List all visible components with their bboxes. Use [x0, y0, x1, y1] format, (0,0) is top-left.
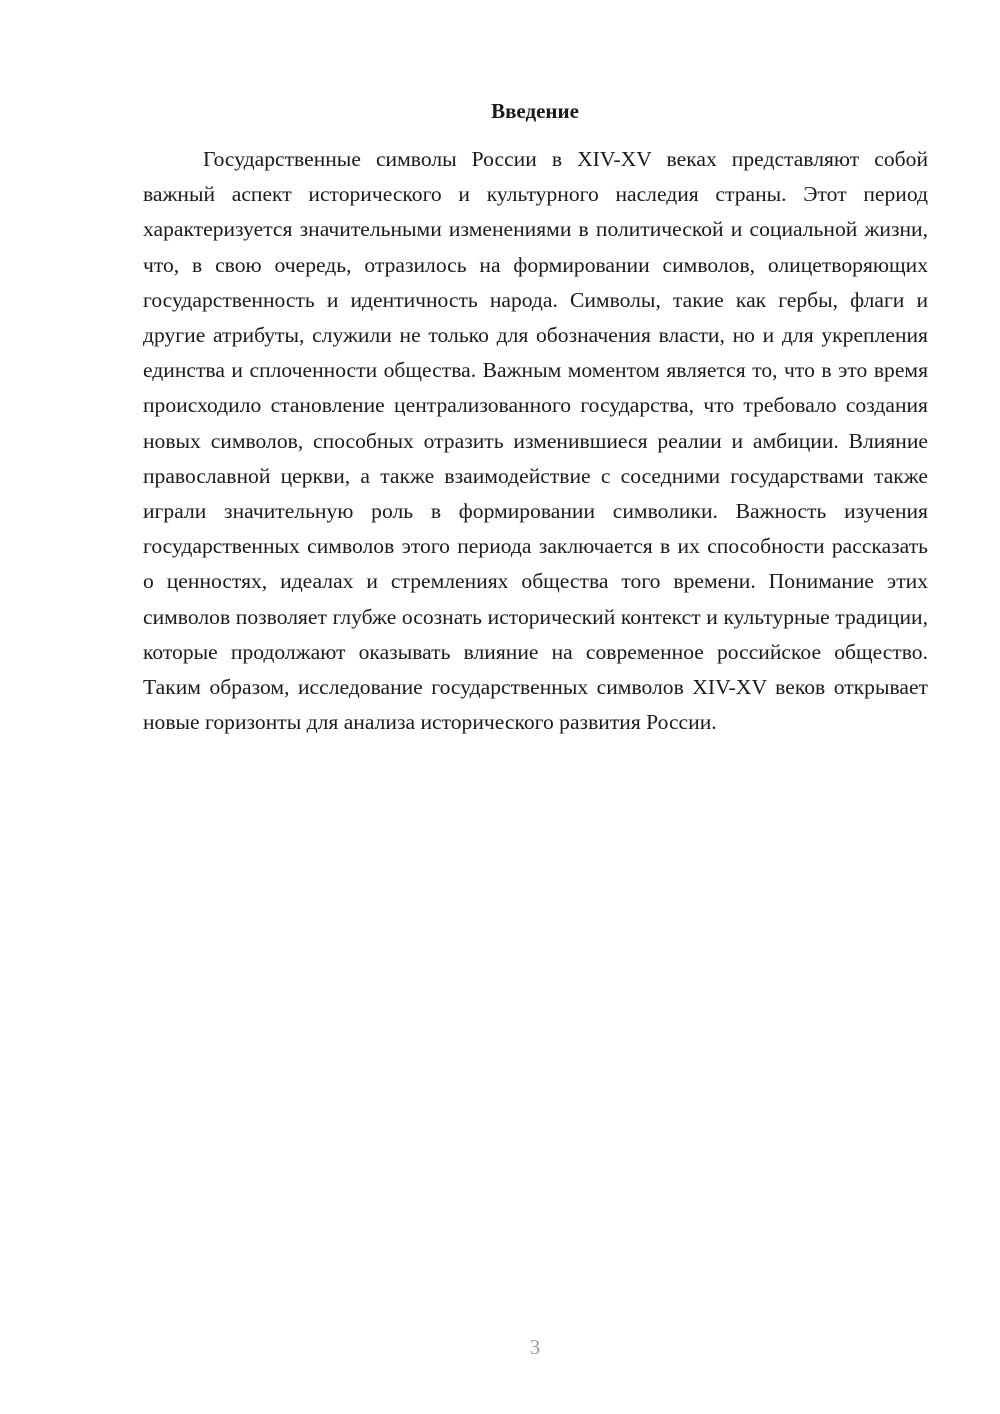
body-paragraph: Государственные символы России в XIV-XV веках представляют собой важный аспект исторического и культурного наследия страны. Этот период характеризуется значительными изменениями в политической и социальной жизни, что, в свою очередь, отразилось на формировании символов, олицетворяющих государственность и идентичность народа. Символы, такие как гербы, флаги и другие атрибуты, служили не только для обозначения власти, но и для укрепления единства и сплоченности общества. Важным моментом является то, что в это время происходило становление централизованного государства, что требовало создания новых символов, способных отразить изменившиеся реалии и амбиции. Влияние православной церкви, а также взаимодействие с соседними государствами также играли значительную роль в формировании символики. Важность изучения государственных символов этого периода заключается в их способности рассказать о ценностях, идеалах и стремлениях общества того времени. Понимание этих символов позволяет глубже осознать исторический контекст и культурные традиции, которые продолжают оказывать влияние на современное российское общество. Таким образом, исследование государственных символов XIV-XV веков открывает новые горизонты для анализа исторического развития России. — [143, 147, 928, 735]
section-heading: Введение — [491, 99, 579, 123]
page-number: 3 — [529, 1335, 541, 1359]
